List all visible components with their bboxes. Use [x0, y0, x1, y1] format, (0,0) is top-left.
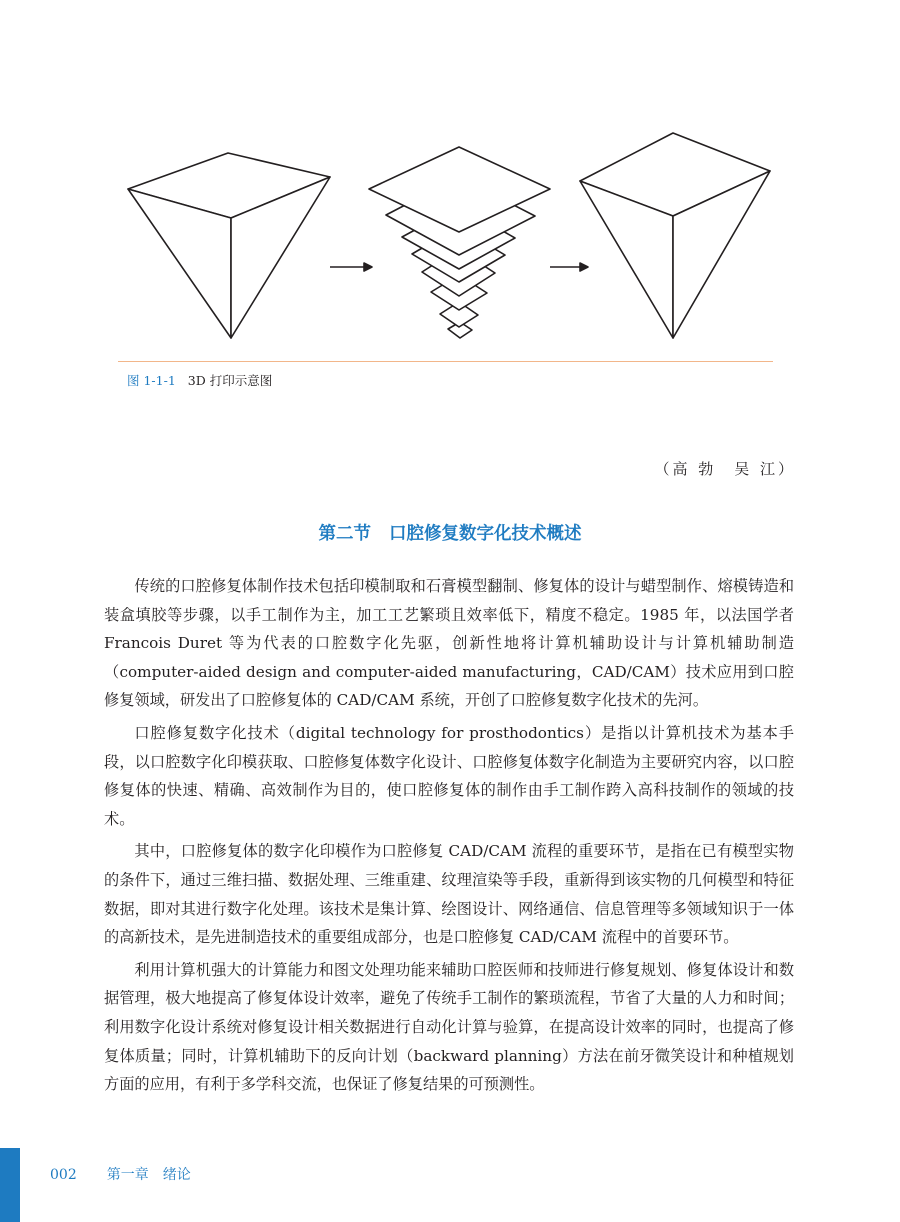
figure-caption-number: 图 1-1-1 [127, 373, 176, 388]
solid-pyramid-left [128, 153, 330, 338]
solid-pyramid-right [580, 133, 770, 338]
body-text [104, 572, 794, 1103]
figure-divider [118, 361, 773, 362]
chapter-label: 第一章 绪论 [106, 1167, 191, 1183]
section-number: 第二节 [318, 524, 371, 544]
3d-printing-diagram [118, 125, 782, 355]
paragraph: 口腔修复数字化技术（digital technology for prosthodontics）是指以计算机技术为基本手段，以口腔数字化印模获取、口腔修复体数字化设计、口腔修复体数字化制造为主要研究内容，以口腔修复体的快速、精确、高效制作为目的，使口腔修复体的制作由手工制作跨入高科技制作的领域的技术。 [104, 723, 794, 828]
layered-slices [369, 147, 550, 338]
paragraph: 利用计算机强大的计算能力和图文处理功能来辅助口腔医师和技师进行修复规划、修复体设计和数据管理，极大地提高了修复体设计效率，避免了传统手工制作的繁琐流程，节省了大量的人力和时间；利用数字化设计系统对修复设计相关数据进行自动化计算与验算，在提高设计效率的同时，也提高了修复体质量；同时，计算机辅助下的反向计划（backward planning）方法在前牙微笑设计和种植规划方面的应用，有利于多学科交流，也保证了修复结果的可预测性。 [104, 960, 794, 1094]
section-title: 口腔修复数字化技术概述 [389, 524, 582, 544]
arrow-right-icon [550, 263, 588, 271]
figure-caption [127, 372, 272, 390]
paragraph: 传统的口腔修复体制作技术包括印模制取和石膏模型翻制、修复体的设计与蜡型制作、熔模铸造和装盒填胶等步骤，以手工制作为主，加工工艺繁琐且效率低下，精度不稳定。1985 年，以法国学者 Francois Duret 等为代表的口腔数字化先驱，创新性地将计算机辅助设计与计算机辅助制造（computer-aided design and computer-aided manufacturing，CAD/CAM）技术应用到口腔修复领域，研发出了口腔修复体的 CAD/CAM 系统，开创了口腔修复数字化技术的先河。 [104, 577, 794, 710]
section-heading [0, 520, 900, 545]
figure-caption-text: 3D 打印示意图 [187, 373, 273, 388]
footer-accent-bar [0, 1148, 20, 1222]
arrow-right-icon [330, 263, 372, 271]
paragraph: 其中，口腔修复体的数字化印模作为口腔修复 CAD/CAM 流程的重要环节，是指在已有模型实物的条件下，通过三维扫描、数据处理、三维重建、纹理渲染等手段，重新得到该实物的几何模型和特征数据，即对其进行数字化处理。该技术是集计算、绘图设计、网络通信、信息管理等多领域知识于一体的高新技术，是先进制造技术的重要组成部分，也是口腔修复 CAD/CAM 流程中的首要环节。 [104, 842, 794, 947]
page-number: 002 [50, 1167, 77, 1183]
authors: （高 勃 吴 江） [654, 460, 796, 478]
page-footer [50, 1164, 191, 1184]
